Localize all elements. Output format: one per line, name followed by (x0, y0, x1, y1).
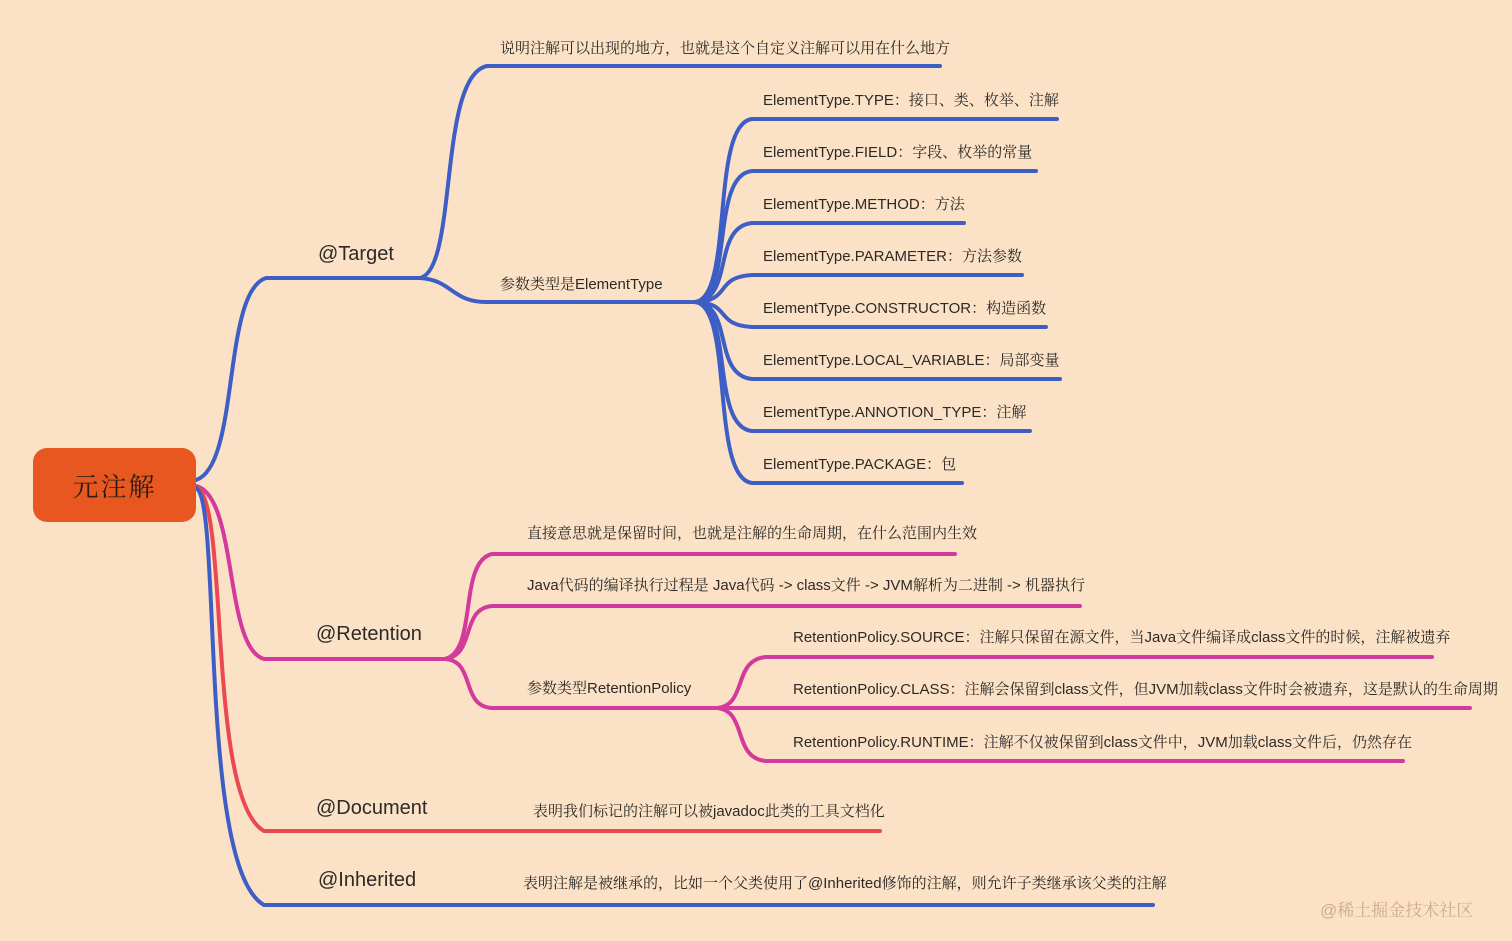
node-elementtype-constructor[interactable]: ElementType.CONSTRUCTOR：构造函数 (763, 300, 1047, 317)
node-retention-desc1[interactable]: 直接意思就是保留时间，也就是注解的生命周期，在什么范围内生效 (527, 525, 978, 542)
node-elementtype-field[interactable]: ElementType.FIELD：字段、枚举的常量 (763, 144, 1033, 161)
node-elementtype-method[interactable]: ElementType.METHOD：方法 (763, 196, 965, 213)
node-elementtype-parameter[interactable]: ElementType.PARAMETER：方法参数 (763, 248, 1022, 265)
line-root-target (196, 278, 420, 480)
node-inherited-desc[interactable]: 表明注解是被继承的，比如一个父类使用了@Inherited修饰的注解，则允许子类继承该父类的注解 (523, 875, 1167, 892)
root-node[interactable] (33, 448, 196, 522)
node-retention-desc2[interactable]: Java代码的编译执行过程是 Java代码 -> class文件 -> JVM解析为二进制 -> 机器执行 (527, 577, 1085, 594)
node-retentionpolicy-class[interactable]: RetentionPolicy.CLASS：注解会保留到class文件，但JVM加载class文件时会被遗弃，这是默认的生命周期 (793, 681, 1498, 698)
root-node-label: 元注解 (72, 471, 157, 502)
node-inherited[interactable]: @Inherited (318, 869, 417, 891)
node-retentionpolicy-source[interactable]: RetentionPolicy.SOURCE：注解只保留在源文件，当Java文件编译成class文件的时候，注解被遗弃 (793, 629, 1451, 646)
node-target[interactable]: @Target (318, 243, 394, 265)
node-elementtype-local-variable[interactable]: ElementType.LOCAL_VARIABLE：局部变量 (763, 352, 1060, 369)
node-elementtype-package[interactable]: ElementType.PACKAGE：包 (763, 456, 957, 473)
node-elementtype-annotion-type[interactable]: ElementType.ANNOTION_TYPE：注解 (763, 404, 1027, 421)
line-elementtype-parameter (695, 275, 1022, 302)
node-elementtype-type[interactable]: ElementType.TYPE：接口、类、枚举、注解 (763, 92, 1059, 109)
node-document[interactable]: @Document (316, 797, 428, 819)
node-document-desc[interactable]: 表明我们标记的注解可以被javadoc此类的工具文档化 (533, 803, 885, 820)
node-retentionpolicy-runtime[interactable]: RetentionPolicy.RUNTIME：注解不仅被保留到class文件中，JVM加载class文件后，仍然存在 (793, 734, 1412, 751)
node-retention[interactable]: @Retention (316, 623, 422, 645)
node-target-param[interactable]: 参数类型是ElementType (500, 276, 663, 293)
node-target-desc[interactable]: 说明注解可以出现的地方，也就是这个自定义注解可以用在什么地方 (500, 40, 951, 57)
line-elementtype-field (695, 171, 1036, 302)
watermark: @稀土掘金技术社区 (1320, 901, 1474, 920)
node-retention-param[interactable]: 参数类型RetentionPolicy (527, 680, 692, 697)
